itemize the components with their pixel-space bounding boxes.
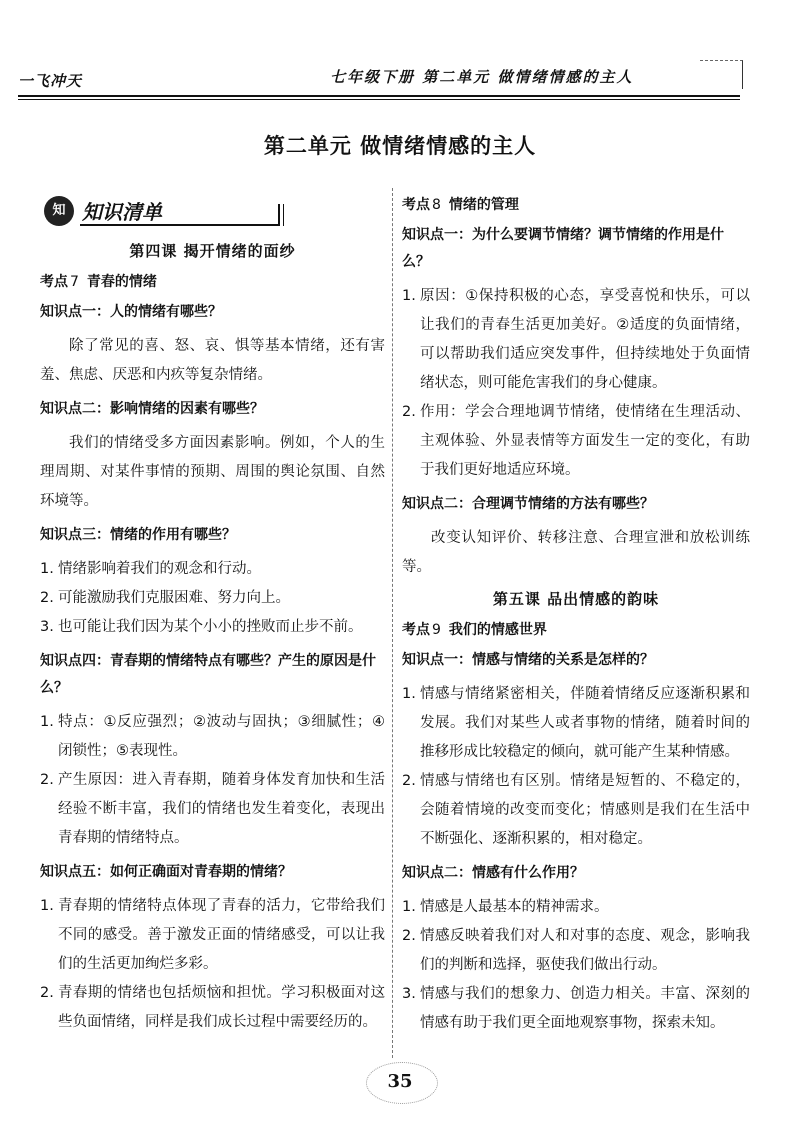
- exam-point-number: 8: [432, 197, 441, 213]
- list-item: 2. 作用：学会合理地调节情绪，使情绪在生理活动、主观体验、外显表情等方面发生一定的变化，有助于我们更好地适应环境。: [402, 404, 750, 478]
- page-number: 35: [387, 1071, 413, 1092]
- exam-point: [40, 271, 385, 291]
- knowledge-answer: 除了常见的喜、怒、哀、惧等基本情绪，还有害羞、焦虑、厌恶和内疚等复杂情绪。: [40, 338, 385, 383]
- knowledge-question: 知识点二：影响情绪的因素有哪些？: [40, 401, 264, 417]
- answer-list: [402, 680, 750, 854]
- exam-point-title: 我们的情感世界: [448, 622, 547, 638]
- knowledge-question: 知识点三：情绪的作用有哪些？: [40, 527, 236, 543]
- list-item: 2. 情感与情绪也有区别。情绪是短暂的、不稳定的，会随着情境的改变而变化；情感则是我们在生活中不断强化、逐渐积累的，相对稳定。: [402, 773, 750, 847]
- unit-title: 第二单元 做情绪情感的主人: [263, 134, 537, 158]
- knowledge-question: 知识点一：为什么要调节情绪？调节情绪的作用是什么？: [402, 227, 724, 270]
- lesson-title: 第四课 揭开情绪的面纱: [129, 242, 296, 260]
- header-rule: [18, 95, 740, 97]
- knowledge-question: 知识点二：合理调节情绪的方法有哪些？: [402, 496, 654, 512]
- list-item: 2. 产生原因：进入青春期，随着身体发育加快和生活经验不断丰富，我们的情绪也发生着变化，表现出青春期的情绪特点。: [40, 772, 385, 846]
- list-item: 1. 情感是人最基本的精神需求。: [402, 899, 609, 915]
- exam-point-number: 7: [70, 274, 79, 290]
- exam-point-title: 青春的情绪: [86, 274, 157, 290]
- list-item: 1. 情绪影响着我们的观念和行动。: [40, 561, 261, 577]
- list-item: 2. 可能激励我们克服困难、努力向上。: [40, 590, 290, 606]
- knowledge-question: 知识点五：如何正确面对青春期的情绪？: [40, 864, 292, 880]
- column-divider: [392, 188, 393, 1058]
- exam-point-number: 9: [432, 622, 441, 638]
- brand-logo-text: 一飞冲天: [18, 72, 83, 90]
- banner-underline-end: [278, 204, 284, 226]
- left-column: [40, 190, 385, 1041]
- list-item: 1. 原因：①保持积极的心态，享受喜悦和快乐，可以让我们的青春生活更加美好。②适度的负面情绪，可以帮助我们适应突发事件，但持续地处于负面情绪状态，则可能危害我们的身心健康。: [402, 288, 750, 391]
- banner-badge-icon: 知: [44, 196, 74, 226]
- list-item: 3. 也可能让我们因为某个小小的挫败而止步不前。: [40, 619, 363, 635]
- lesson-title: 第五课 品出情感的韵味: [492, 590, 660, 608]
- exam-point: [402, 619, 750, 639]
- list-item: 2. 青春期的情绪也包括烦恼和担忧。学习积极面对这些负面情绪，同样是我们成长过程中需要经历的。: [40, 985, 385, 1030]
- knowledge-list-banner: [40, 190, 385, 230]
- banner-underline: [80, 224, 280, 226]
- knowledge-question: 知识点一：人的情绪有哪些？: [40, 304, 222, 320]
- knowledge-question: 知识点四：青春期的情绪特点有哪些？产生的原因是什么？: [40, 653, 376, 696]
- answer-list: [40, 708, 385, 853]
- exam-point-label: 考点: [40, 274, 68, 290]
- header-rule-thin: [18, 99, 740, 100]
- list-item: 1. 特点：①反应强烈；②波动与固执；③细腻性；④闭锁性；⑤表现性。: [40, 714, 385, 759]
- right-column: [402, 190, 750, 1042]
- exam-point-label: 考点: [402, 197, 430, 213]
- knowledge-question: 知识点二：情感有什么作用？: [402, 865, 584, 881]
- list-item: 3. 情感与我们的想象力、创造力相关。丰富、深刻的情感有助于我们更全面地观察事物，探索未知。: [402, 986, 750, 1031]
- knowledge-answer: 改变认知评价、转移注意、合理宣泄和放松训练等。: [402, 530, 750, 575]
- exam-point: [402, 194, 750, 214]
- knowledge-question: 知识点一：情感与情绪的关系是怎样的？: [402, 652, 654, 668]
- answer-list: [40, 555, 385, 642]
- banner-title: 知识清单: [82, 200, 162, 224]
- list-item: 1. 情感与情绪紧密相关，伴随着情绪反应逐渐积累和发展。我们对某些人或者事物的情绪，随着时间的推移形成比较稳定的倾向，就可能产生某种情感。: [402, 686, 750, 760]
- answer-list: [402, 282, 750, 485]
- corner-decoration: [700, 60, 743, 89]
- answer-list: [402, 893, 750, 1038]
- running-title: 七年级下册 第二单元 做情绪情感的主人: [330, 68, 634, 86]
- list-item: 2. 情感反映着我们对人和对事的态度、观念，影响我们的判断和选择，驱使我们做出行动。: [402, 928, 750, 973]
- knowledge-answer: 我们的情绪受多方面因素影响。例如，个人的生理周期、对某件事情的预期、周围的舆论氛围、自然环境等。: [40, 435, 385, 509]
- exam-point-title: 情绪的管理: [448, 197, 519, 213]
- exam-point-label: 考点: [402, 622, 430, 638]
- list-item: 1. 青春期的情绪特点体现了青春的活力，它带给我们不同的感受。善于激发正面的情绪感受，可以让我们的生活更加绚烂多彩。: [40, 898, 385, 972]
- page-header: [0, 0, 800, 100]
- answer-list: [40, 892, 385, 1037]
